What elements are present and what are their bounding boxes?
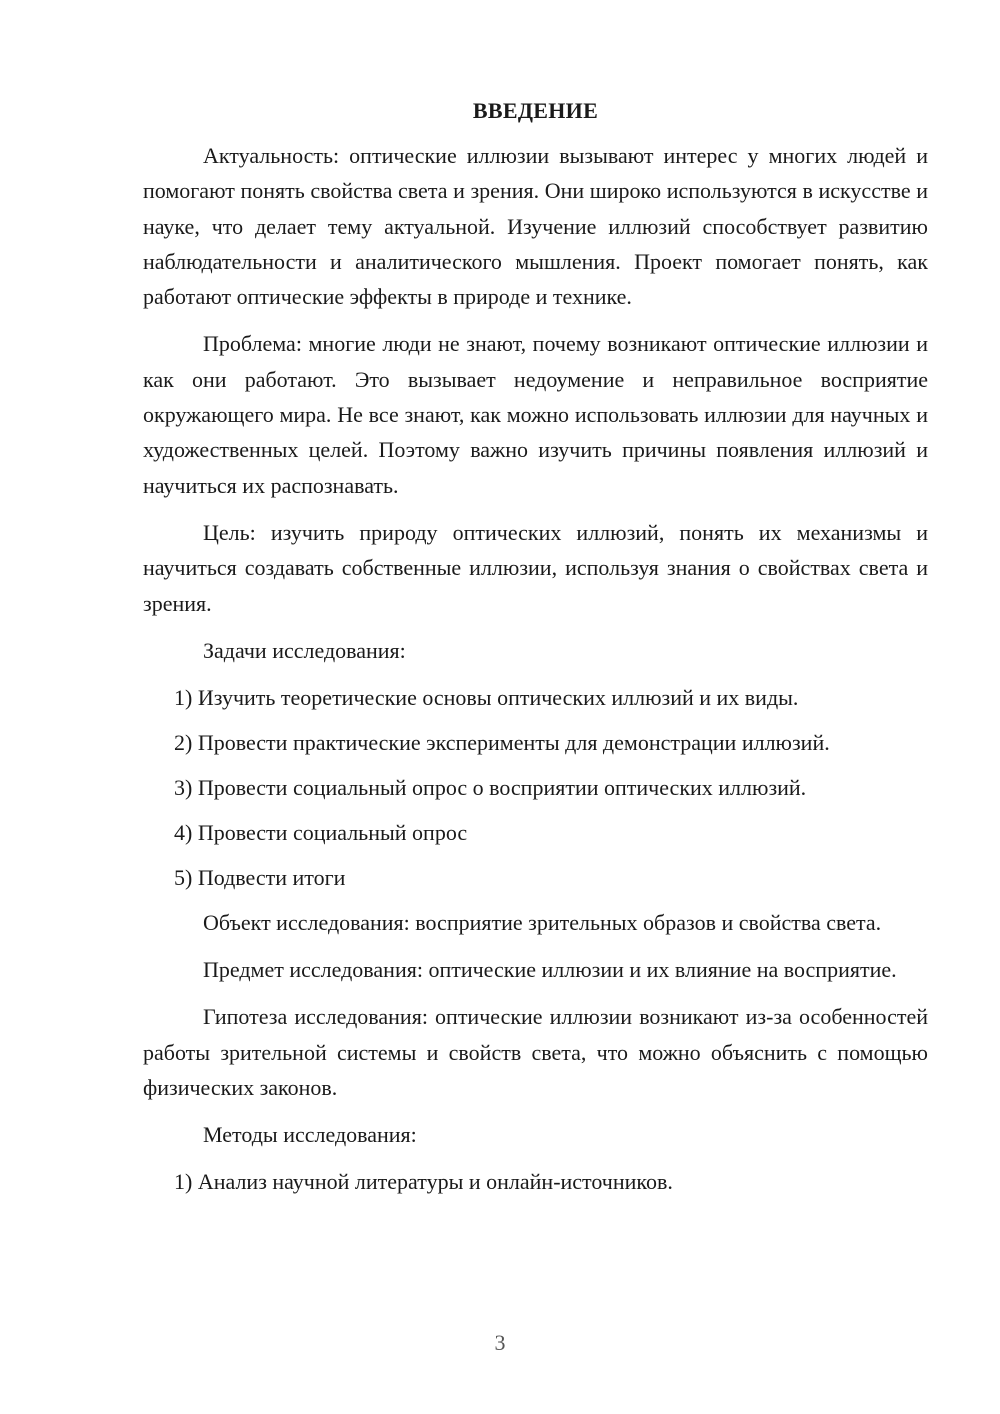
methods-list — [143, 1164, 928, 1199]
goal-paragraph: Цель: изучить природу оптических иллюзий, понять их механизмы и научиться создавать собственные иллюзии, используя знания о свойствах света и зрения. — [143, 519, 928, 616]
methods-heading: Методы исследования: — [203, 1122, 417, 1148]
list-item: 1) Изучить теоретические основы оптических иллюзий и их виды. — [174, 684, 799, 710]
tasks-heading: Задачи исследования: — [203, 637, 406, 663]
section-title: ВВЕДЕНИЕ — [472, 98, 599, 123]
tasks-list — [143, 680, 928, 895]
object-paragraph: Объект исследования: восприятие зрительных образов и свойства света. — [203, 909, 882, 935]
problem-paragraph: Проблема: многие люди не знают, почему возникают оптические иллюзии и как они работают. Это вызывает недоумение и неправильное восприятие окружающего мира. Не все знают, как можно использовать иллюзии для научных и художественных целей. Поэтому важно изучить причины появления иллюзий и научиться их распознавать. — [143, 331, 928, 498]
list-item: 5) Подвести итоги — [174, 864, 346, 890]
list-item: 4) Провести социальный опрос — [174, 819, 468, 845]
page-number: 3 — [494, 1330, 506, 1355]
list-item: 1) Анализ научной литературы и онлайн-источников. — [174, 1169, 673, 1195]
subject-paragraph: Предмет исследования: оптические иллюзии и их влияние на восприятие. — [203, 957, 897, 983]
document-page — [143, 96, 928, 1209]
hypothesis-paragraph: Гипотеза исследования: оптические иллюзии возникают из-за особенностей работы зрительной системы и свойств света, что можно объяснить с помощью физических законов. — [143, 1004, 928, 1101]
list-item: 2) Провести практические эксперименты для демонстрации иллюзий. — [174, 729, 830, 755]
list-item: 3) Провести социальный опрос о восприятии оптических иллюзий. — [174, 774, 807, 800]
relevance-paragraph: Актуальность: оптические иллюзии вызывают интерес у многих людей и помогают понять свойства света и зрения. Они широко используются в искусстве и науке, что делает тему актуальной. Изучение иллюзий способствует развитию наблюдательности и аналитического мышления. Проект помогает понять, как работают оптические эффекты в природе и технике. — [143, 143, 928, 310]
